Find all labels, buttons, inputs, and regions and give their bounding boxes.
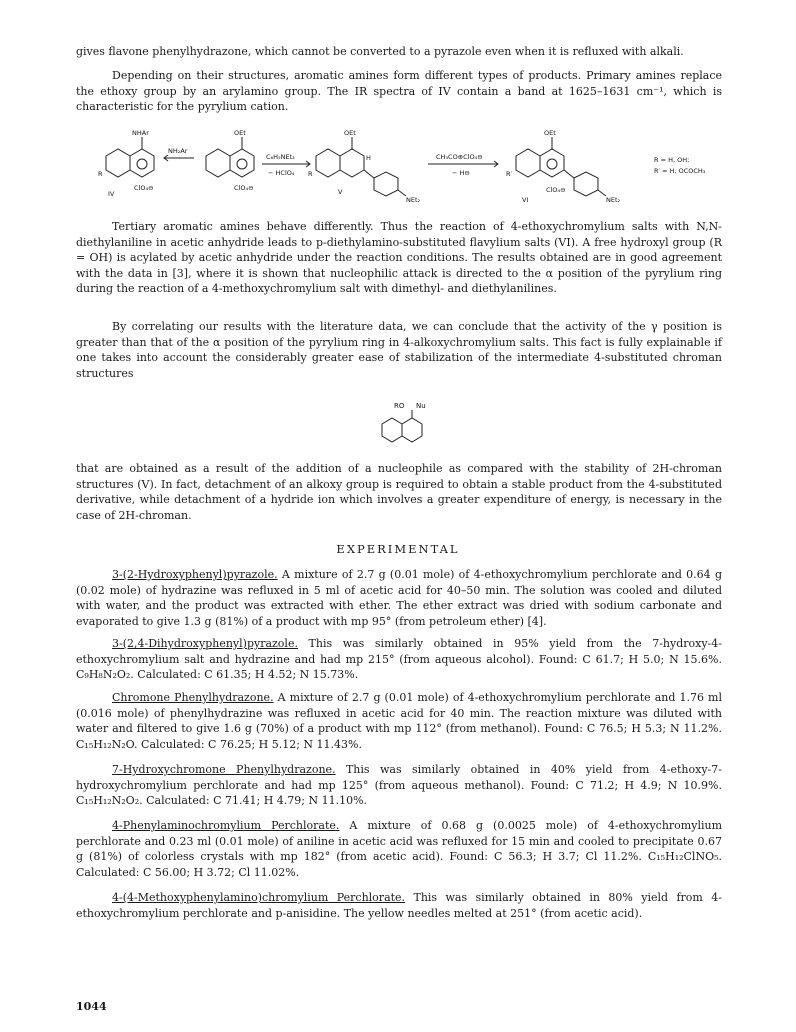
scheme-reagent3-top: CH₃CO⊕ClO₄⊖: [436, 153, 483, 161]
experiment-entry: [76, 690, 722, 752]
scheme-r-definition: R = H, OH;: [654, 156, 690, 164]
scheme-r-iv: R: [98, 170, 103, 178]
scheme-label-v: V: [338, 188, 343, 196]
structure-ro: RO: [394, 402, 405, 410]
scheme-reagent3-bottom: − H⊖: [452, 169, 470, 177]
reaction-scheme: [76, 124, 722, 212]
paragraph-nucleophile: that are obtained as a result of the addition of a nucleophile as compared with the stability of 2H-chroman structures (V). In fact, detachment of an alkoxy group is required to obtain a stable product from the 4-substituted derivative, while detachment of a hydride ion which involves a greater expenditure of energy, is necessary in the case of 2H-chroman.: [76, 462, 722, 522]
experiment-entry: [76, 636, 722, 683]
experiment-entry: [76, 762, 722, 809]
scheme-oet-3: OEt: [544, 129, 556, 137]
scheme-r-prime-definition: R′ = H, OCOCH₃: [654, 167, 706, 175]
experiment-title: Chromone Phenylhydrazone.: [112, 691, 274, 704]
scheme-clo4-int: ClO₄⊖: [234, 184, 254, 192]
experiment-entry: [76, 890, 722, 921]
paragraph-tertiary-amines: Tertiary aromatic amines behave differently. Thus the reaction of 4-ethoxychromylium salts with N,N-diethylaniline in acetic anhydride leads to p-diethylamino-substituted flavylium salts (VI). A free hydroxyl group (R = OH) is acylated by acetic anhydride under the reaction conditions. The results obtained are in good agreement with the data in [3], where it is shown that nucleophilic attack is directed to the α position of the pyrylium ring during the reaction of a 4-methoxychromylium salt with dimethyl- and diethylanilines.: [76, 220, 722, 295]
experiment-text: A mixture of 2.7 g (0.01 mole) of 4-ethoxychromylium perchlorate and 1.76 ml (0.016 mole) of phenylhydrazine was refluxed in acetic acid for 40 min. The reaction mixture was diluted with water and filtered to give 1.6 g (70%) of a product with mp 112° (from methanol). Found: C 76.5; H 5.3; N 11.2%. C₁₅H₁₂N₂O. Calculated: C 76.25; H 5.12; N 11.43%.: [76, 691, 722, 751]
scheme-net2-v: NEt₂: [406, 196, 421, 204]
experiment-text: This was similarly obtained in 80% yield from 4-ethoxychromylium perchlorate and p-anisidine. The yellow needles melted at 251° (from acetic acid).: [76, 891, 723, 920]
experiment-text: This was similarly obtained in 95% yield from the 7-hydroxy-4-ethoxychromylium salt and hydrazine and had mp 215° (from aqueous alcohol). Found: C 61.7; H 5.0; N 15.6%. C₉H₈N₂O₂. Calculated: C 61.35; H 4.52; N 15.73%.: [76, 637, 722, 681]
scheme-net2-vi: NEt₂: [606, 196, 621, 204]
scheme-nhar: NHAr: [132, 129, 149, 137]
paragraph-correlation: By correlating our results with the literature data, we can conclude that the activity of the γ position is greater than that of the α position of the pyrylium ring in 4-alkoxychromylium salts. This fact is fully explainable if one takes into account the considerably greater ease of stabilization of the intermediate 4-substituted chroman structures: [76, 320, 722, 380]
experiment-text: A mixture of 2.7 g (0.01 mole) of 4-ethoxychromylium perchlorate and 0.64 g (0.02 mole) of hydrazine was refluxed in 5 ml of acetic acid for 40–50 min. The solution was cooled and diluted with water, and the product was extracted with ether. The ether extract was dried with sodium carbonate and evaporated to give 1.3 g (81%) of a product with mp 95° (from petroleum ether) [4].: [76, 568, 722, 628]
intro-line: gives flavone phenylhydrazone, which cannot be converted to a pyrazole even when it is refluxed with alkali.: [76, 45, 684, 58]
experiment-title: 4-(4-Methoxyphenylamino)chromylium Perchlorate.: [112, 891, 406, 904]
scheme-r-v: R: [308, 170, 313, 178]
experiment-title: 4-Phenylaminochromylium Perchlorate.: [112, 819, 340, 832]
scheme-oet-2: OEt: [344, 129, 356, 137]
scheme-clo4-vi: ClO₄⊖: [546, 186, 566, 194]
experiment-text: This was similarly obtained in 40% yield from 4-ethoxy-7-hydroxychromylium perchlorate and had mp 125° (from aqueous methanol). Found: C 71.2; H 4.9; N 10.9%. C₁₅H₁₂N₂O₂. Calculated: C 71.41; H 4.79; N 11.10%.: [76, 763, 722, 807]
page-number: 1044: [76, 1000, 107, 1013]
scheme-oet-1: OEt: [234, 129, 246, 137]
experimental-heading: EXPERIMENTAL: [336, 542, 460, 556]
structure-nu: Nu: [416, 402, 426, 410]
scheme-label-vi: VI: [522, 196, 529, 204]
scheme-r-prime: R′: [506, 170, 512, 178]
experiment-entry: [76, 818, 722, 880]
scheme-h: H: [366, 154, 371, 162]
experiment-title: 3-(2-Hydroxyphenyl)pyrazole.: [112, 568, 278, 581]
scheme-reagent2-bottom: − HClO₄: [268, 169, 295, 177]
chroman-structure: [360, 400, 450, 452]
scheme-label-iv: IV: [108, 190, 115, 198]
experiment-entry: [76, 567, 722, 629]
scheme-reagent1: NH₂Ar: [168, 147, 188, 155]
scheme-reagent2-top: C₆H₅NEt₂: [266, 153, 295, 161]
scheme-clo4-iv: ClO₄⊖: [134, 184, 154, 192]
experiment-text: A mixture of 0.68 g (0.0025 mole) of 4-ethoxychromylium perchlorate and 0.23 ml (0.01 mole) of aniline in acetic acid was refluxed for 15 min and cooled to precipitate 0.67 g (81%) of colorless crystals with mp 182° (from acetic acid). Found: C 56.3; H 3.7; Cl 11.2%. C₁₅H₁₂ClNO₅. Calculated: C 56.00; H 3.72; Cl 11.02%.: [76, 819, 722, 879]
experiment-title: 7-Hydroxychromone Phenylhydrazone.: [112, 763, 336, 776]
experiment-title: 3-(2,4-Dihydroxyphenyl)pyrazole.: [112, 637, 298, 650]
paragraph-amines: Depending on their structures, aromatic amines form different types of products. Primary amines replace the ethoxy group by an arylamino group. The IR spectra of IV contain a band at 1625–1631 cm⁻¹, which is characteristic for the pyrylium cation.: [76, 69, 722, 113]
